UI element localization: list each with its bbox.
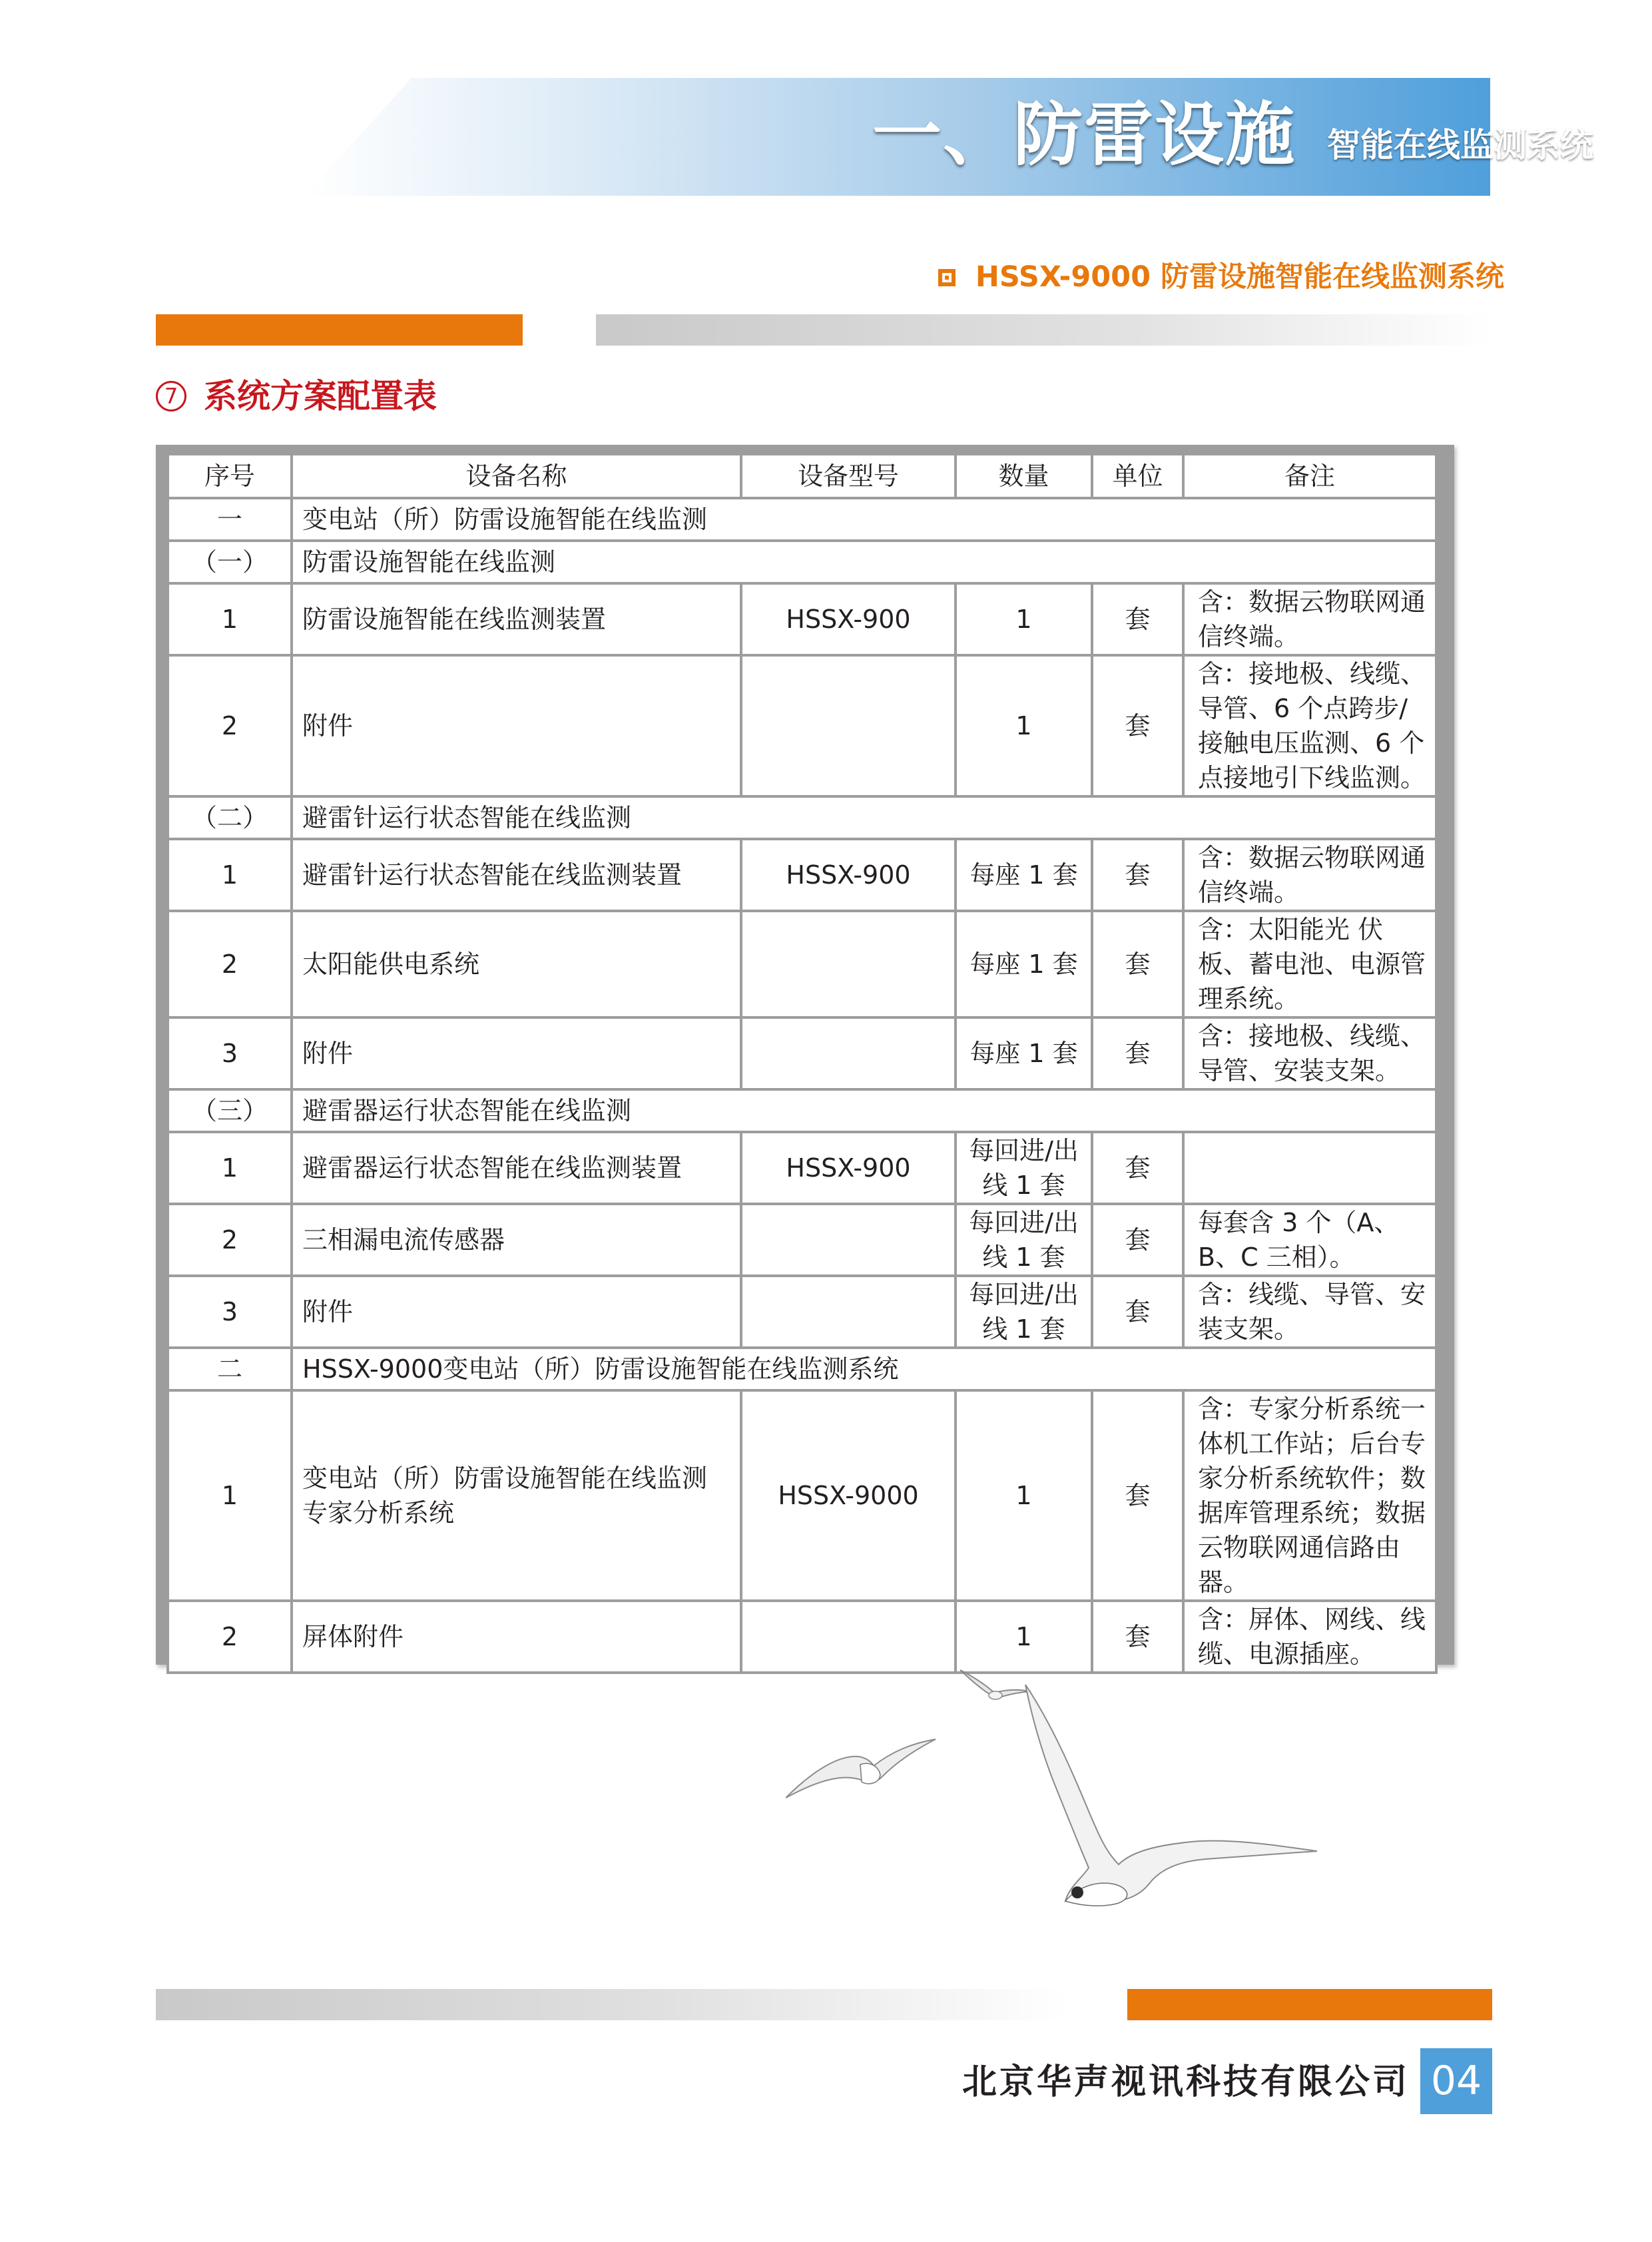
cell-unit: 套: [1092, 911, 1183, 1017]
col-header-qty: 数量: [956, 454, 1092, 498]
cell-model: HSSX-9000: [741, 1390, 956, 1601]
cell-note: 含：数据云物联网通信终端。: [1183, 583, 1436, 655]
gray-divider-bar: [596, 314, 1492, 346]
cell-seq: 3: [168, 1276, 292, 1348]
header-subtitle: 智能在线监测系统: [1327, 126, 1593, 164]
cell-qty: 每座 1 套: [956, 839, 1092, 911]
cell-note: 含：数据云物联网通信终端。: [1183, 839, 1436, 911]
section-title: [156, 377, 437, 416]
cell-note: 含：接地极、线缆、导管、安装支架。: [1183, 1017, 1436, 1089]
cell-model: HSSX-900: [741, 583, 956, 655]
seagull-left: [786, 1739, 936, 1798]
table-row: [168, 1204, 1436, 1276]
cell-qty: 1: [956, 583, 1092, 655]
cell-qty: 1: [956, 1601, 1092, 1673]
cell-qty: 每座 1 套: [956, 911, 1092, 1017]
cell-name: 防雷设施智能在线监测装置: [292, 583, 741, 655]
page-number: 04: [1420, 2048, 1492, 2114]
cell-seq: 3: [168, 1017, 292, 1089]
cell-model: [741, 655, 956, 796]
cell-seq: 1: [168, 839, 292, 911]
col-header-model: 设备型号: [741, 454, 956, 498]
cell-name: 避雷器运行状态智能在线监测装置: [292, 1132, 741, 1204]
cell-unit: 套: [1092, 1276, 1183, 1348]
col-header-name: 设备名称: [292, 454, 741, 498]
cell-model: HSSX-900: [741, 1132, 956, 1204]
cell-qty: 每回进/出线 1 套: [956, 1132, 1092, 1204]
company-name: 北京华声视讯科技有限公司: [962, 2062, 1410, 2102]
table-row: [168, 655, 1436, 796]
square-bullet-icon: [938, 269, 956, 286]
section-title-text: 系统方案配置表: [204, 377, 437, 416]
cell-qty: 每座 1 套: [956, 1017, 1092, 1089]
table-group-row: [168, 1089, 1436, 1132]
cell-qty: 每回进/出线 1 套: [956, 1276, 1092, 1348]
seagull-small-top: [960, 1670, 1031, 1699]
cell-note: 含：专家分析系统一体机工作站；后台专家分析系统软件；数据库管理系统；数据云物联网通信路由器。: [1183, 1390, 1436, 1601]
section-number: 7: [156, 381, 186, 412]
cell-model: [741, 1204, 956, 1276]
cell-model: [741, 911, 956, 1017]
cell-unit: 套: [1092, 655, 1183, 796]
cell-note: 含：线缆、导管、安装支架。: [1183, 1276, 1436, 1348]
orange-divider-bar: [156, 314, 523, 346]
cell-seq: 2: [168, 655, 292, 796]
cell-unit: 套: [1092, 1017, 1183, 1089]
cell-unit: 套: [1092, 839, 1183, 911]
table-row: [168, 1132, 1436, 1204]
cell-name: 三相漏电流传感器: [292, 1204, 741, 1276]
cell-note: 含：太阳能光 伏板、蓄电池、电源管理系统。: [1183, 911, 1436, 1017]
cell-note: 含：屏体、网线、线缆、电源插座。: [1183, 1601, 1436, 1673]
group-seq: 一: [168, 498, 292, 541]
group-seq: （三）: [168, 1089, 292, 1132]
cell-seq: 1: [168, 1132, 292, 1204]
table-row: [168, 911, 1436, 1017]
cell-name: 避雷针运行状态智能在线监测装置: [292, 839, 741, 911]
table-row: [168, 839, 1436, 911]
table-group-row: [168, 1348, 1436, 1390]
cell-note: 含：接地极、线缆、导管、6 个点跨步/接触电压监测、6 个点接地引下线监测。: [1183, 655, 1436, 796]
config-table: [166, 453, 1438, 1674]
cell-unit: 套: [1092, 1132, 1183, 1204]
product-heading-text: HSSX-9000 防雷设施智能在线监测系统: [975, 260, 1504, 294]
cell-note: 每套含 3 个（A、B、C 三相）。: [1183, 1204, 1436, 1276]
cell-note: [1183, 1132, 1436, 1204]
cell-name: 屏体附件: [292, 1601, 741, 1673]
cell-qty: 1: [956, 1390, 1092, 1601]
cell-seq: 1: [168, 1390, 292, 1601]
cell-qty: 1: [956, 655, 1092, 796]
group-name: 变电站（所）防雷设施智能在线监测: [292, 498, 1436, 541]
cell-seq: 2: [168, 1204, 292, 1276]
cell-unit: 套: [1092, 1204, 1183, 1276]
group-name: HSSX-9000变电站（所）防雷设施智能在线监测系统: [292, 1348, 1436, 1390]
cell-unit: 套: [1092, 1601, 1183, 1673]
cell-qty: 每回进/出线 1 套: [956, 1204, 1092, 1276]
cell-model: [741, 1276, 956, 1348]
seagulls-illustration: [786, 1651, 1345, 1944]
cell-unit: 套: [1092, 583, 1183, 655]
seagull-large: [1025, 1685, 1317, 1906]
cell-name: 附件: [292, 1017, 741, 1089]
cell-name: 变电站（所）防雷设施智能在线监测专家分析系统: [292, 1390, 741, 1601]
table-row: [168, 1017, 1436, 1089]
table-row: [168, 583, 1436, 655]
cell-seq: 2: [168, 911, 292, 1017]
cell-model: [741, 1017, 956, 1089]
table-group-row: [168, 796, 1436, 839]
cell-seq: 2: [168, 1601, 292, 1673]
col-header-seq: 序号: [168, 454, 292, 498]
cell-name: 太阳能供电系统: [292, 911, 741, 1017]
cell-seq: 1: [168, 583, 292, 655]
table-row: [168, 1276, 1436, 1348]
table-group-row: [168, 541, 1436, 583]
col-header-unit: 单位: [1092, 454, 1183, 498]
table-row: [168, 1390, 1436, 1601]
group-seq: （一）: [168, 541, 292, 583]
header-title: 一、防雷设施: [872, 94, 1296, 175]
col-header-note: 备注: [1183, 454, 1436, 498]
group-seq: 二: [168, 1348, 292, 1390]
table-group-row: [168, 498, 1436, 541]
product-heading: [938, 260, 1504, 294]
table-header-row: [168, 454, 1436, 498]
group-name: 避雷针运行状态智能在线监测: [292, 796, 1436, 839]
group-name: 防雷设施智能在线监测: [292, 541, 1436, 583]
group-seq: （二）: [168, 796, 292, 839]
cell-unit: 套: [1092, 1390, 1183, 1601]
footer-gray-bar: [156, 1989, 1068, 2020]
group-name: 避雷器运行状态智能在线监测: [292, 1089, 1436, 1132]
cell-name: 附件: [292, 1276, 741, 1348]
cell-name: 附件: [292, 655, 741, 796]
footer-orange-bar: [1127, 1989, 1492, 2020]
cell-model: HSSX-900: [741, 839, 956, 911]
